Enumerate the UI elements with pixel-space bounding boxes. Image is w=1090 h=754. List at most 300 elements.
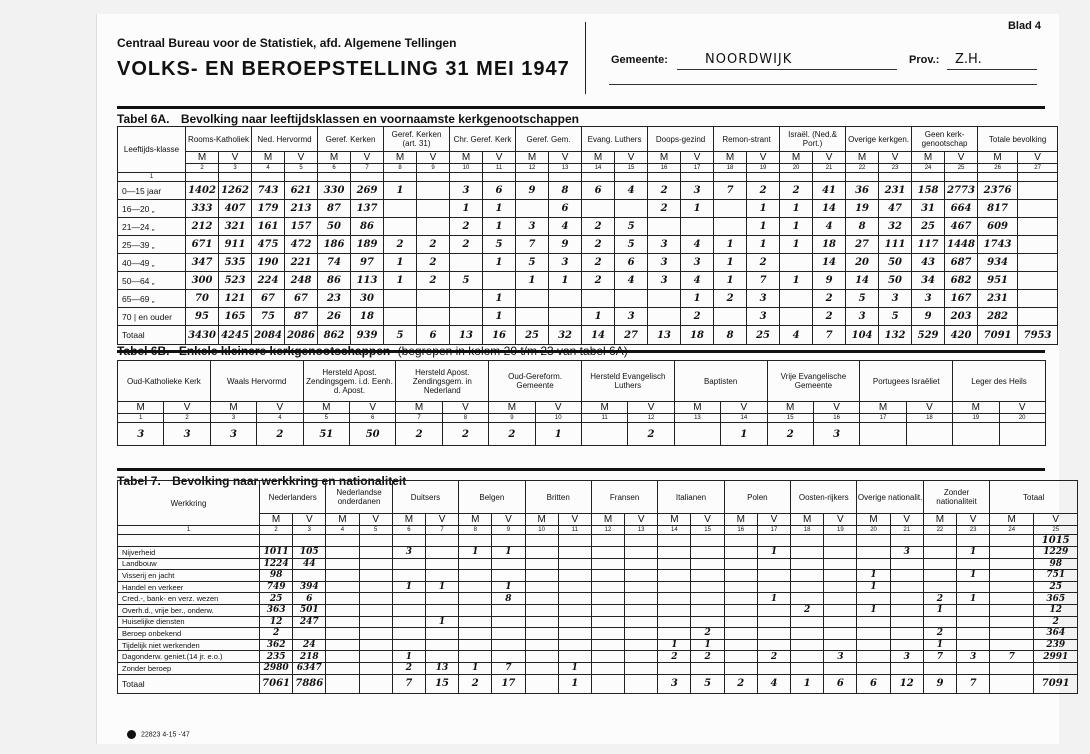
data-cell: 30 xyxy=(351,290,384,308)
data-cell xyxy=(658,662,691,674)
female-header: V xyxy=(442,402,488,414)
data-cell xyxy=(359,581,392,593)
column-number: 6 xyxy=(349,414,395,423)
total-cell xyxy=(359,674,392,693)
data-cell: 9 xyxy=(912,308,945,326)
t6a-group-header: Geen kerk-genootschap xyxy=(912,127,978,152)
data-cell: 3 xyxy=(824,651,857,663)
data-cell: 239 xyxy=(1034,639,1078,651)
data-cell xyxy=(824,547,857,559)
male-header: M xyxy=(978,152,1018,164)
female-header: V xyxy=(558,514,591,526)
total-cell xyxy=(990,674,1034,693)
spacer-cell xyxy=(846,173,879,182)
data-cell xyxy=(425,651,458,663)
data-cell xyxy=(260,535,293,547)
data-cell: 1 xyxy=(957,547,990,559)
column-number: 13 xyxy=(674,414,720,423)
data-cell xyxy=(658,593,691,605)
male-header: M xyxy=(724,514,757,526)
data-cell xyxy=(757,581,790,593)
data-cell: 9 xyxy=(516,182,549,200)
data-cell: 1 xyxy=(757,593,790,605)
data-cell xyxy=(658,616,691,628)
data-cell xyxy=(492,639,525,651)
data-cell: 6 xyxy=(615,254,648,272)
data-cell: 671 xyxy=(186,236,219,254)
data-cell xyxy=(990,547,1034,559)
t6b-group-header: Baptisten xyxy=(674,361,767,402)
data-cell: 911 xyxy=(219,236,252,254)
data-cell: 2 xyxy=(813,290,846,308)
data-cell xyxy=(326,628,359,640)
total-cell: 420 xyxy=(945,326,978,345)
data-cell: 7 xyxy=(990,651,1034,663)
data-cell: 3 xyxy=(648,272,681,290)
data-cell: 86 xyxy=(318,272,351,290)
data-cell: 3 xyxy=(118,423,164,446)
data-cell xyxy=(957,535,990,547)
data-cell xyxy=(724,570,757,582)
column-number: 13 xyxy=(625,526,658,535)
column-number: 7 xyxy=(351,164,384,173)
column-number: 15 xyxy=(615,164,648,173)
data-cell xyxy=(757,570,790,582)
male-header: M xyxy=(186,152,219,164)
data-cell: 87 xyxy=(318,200,351,218)
male-header: M xyxy=(857,514,890,526)
data-cell xyxy=(392,604,425,616)
data-cell: 2 xyxy=(658,651,691,663)
data-cell xyxy=(1018,308,1058,326)
data-cell: 2 xyxy=(582,218,615,236)
column-number: 8 xyxy=(442,414,488,423)
table-row xyxy=(118,290,1058,308)
spacer-cell xyxy=(450,173,483,182)
total-cell: 9 xyxy=(923,674,956,693)
column-number: 26 xyxy=(978,164,1018,173)
data-cell xyxy=(824,616,857,628)
spacer-cell xyxy=(384,173,417,182)
data-cell: 1 xyxy=(780,218,813,236)
data-cell: 687 xyxy=(945,254,978,272)
spacer-cell xyxy=(549,173,582,182)
data-cell xyxy=(674,423,720,446)
male-header: M xyxy=(252,152,285,164)
data-cell: 365 xyxy=(1034,593,1078,605)
data-cell: 2 xyxy=(442,423,488,446)
data-cell: 6347 xyxy=(293,662,326,674)
province-line xyxy=(947,69,1037,70)
table-row xyxy=(118,308,1058,326)
female-header: V xyxy=(999,402,1045,414)
male-header: M xyxy=(767,402,813,414)
data-cell: 664 xyxy=(945,200,978,218)
data-cell xyxy=(425,628,458,640)
data-cell: 1 xyxy=(681,200,714,218)
data-cell xyxy=(326,593,359,605)
data-cell: 25 xyxy=(912,218,945,236)
male-header: M xyxy=(450,152,483,164)
data-cell xyxy=(724,662,757,674)
data-cell xyxy=(425,547,458,559)
data-cell xyxy=(791,639,824,651)
data-cell xyxy=(999,423,1045,446)
data-cell xyxy=(591,662,624,674)
data-cell xyxy=(953,423,999,446)
t6b-group-header: Oud-Katholieke Kerk xyxy=(118,361,211,402)
data-cell: 50 xyxy=(879,254,912,272)
data-cell xyxy=(724,616,757,628)
data-cell: 14 xyxy=(813,254,846,272)
female-header: V xyxy=(219,152,252,164)
table-row xyxy=(118,254,1058,272)
data-cell: 2 xyxy=(691,628,724,640)
data-cell: 501 xyxy=(293,604,326,616)
total-cell: 2 xyxy=(459,674,492,693)
total-cell: 5 xyxy=(384,326,417,345)
data-cell: 1 xyxy=(492,581,525,593)
data-cell: 203 xyxy=(945,308,978,326)
data-cell: 8 xyxy=(549,182,582,200)
data-cell: 363 xyxy=(260,604,293,616)
male-header: M xyxy=(392,514,425,526)
total-label: Totaal xyxy=(118,326,186,345)
data-cell: 2 xyxy=(582,272,615,290)
data-cell xyxy=(293,535,326,547)
data-cell: 95 xyxy=(186,308,219,326)
total-cell: 7 xyxy=(392,674,425,693)
data-cell xyxy=(359,616,392,628)
total-cell: 104 xyxy=(846,326,879,345)
data-cell: 2 xyxy=(417,236,450,254)
data-cell: 111 xyxy=(879,236,912,254)
data-cell xyxy=(824,662,857,674)
data-cell: 1 xyxy=(459,662,492,674)
male-header: M xyxy=(525,514,558,526)
data-cell: 1 xyxy=(425,616,458,628)
data-cell: 1 xyxy=(425,581,458,593)
male-header: M xyxy=(459,514,492,526)
total-cell: 18 xyxy=(681,326,714,345)
data-cell: 5 xyxy=(516,254,549,272)
male-header: M xyxy=(489,402,535,414)
werkkring-label: Visserij en jacht xyxy=(118,570,260,582)
female-header: V xyxy=(417,152,450,164)
column-number: 24 xyxy=(990,526,1034,535)
spacer-cell xyxy=(186,173,219,182)
column-number: 12 xyxy=(628,414,674,423)
table-row xyxy=(118,628,1078,640)
data-cell: 26 xyxy=(318,308,351,326)
t6b-group-header: Hersteld Apost. Zendingsgem. in Nederland xyxy=(396,361,489,402)
data-cell: 2 xyxy=(628,423,674,446)
data-cell: 213 xyxy=(285,200,318,218)
data-cell xyxy=(990,616,1034,628)
column-number: 3 xyxy=(293,526,326,535)
data-cell: 5 xyxy=(615,218,648,236)
data-cell xyxy=(359,547,392,559)
data-cell: 2 xyxy=(384,236,417,254)
werkkring-label: Cred.-, bank- en verz. wezen xyxy=(118,593,260,605)
gemeente-line xyxy=(677,69,897,70)
data-cell: 6 xyxy=(293,593,326,605)
data-cell: 2 xyxy=(791,604,824,616)
data-cell: 472 xyxy=(285,236,318,254)
data-cell xyxy=(417,182,450,200)
province-label: Prov.: xyxy=(909,54,940,66)
data-cell xyxy=(581,423,627,446)
data-cell xyxy=(791,593,824,605)
data-cell xyxy=(824,558,857,570)
column-number: 9 xyxy=(489,414,535,423)
column-number: 3 xyxy=(210,414,256,423)
spacer-cell xyxy=(516,173,549,182)
data-cell xyxy=(384,218,417,236)
column-number: 25 xyxy=(1034,526,1078,535)
t6a-group-header: Geref. Kerken (art. 31) xyxy=(384,127,450,152)
data-cell xyxy=(525,558,558,570)
data-cell: 18 xyxy=(813,236,846,254)
data-cell: 2 xyxy=(648,200,681,218)
data-cell xyxy=(857,547,890,559)
data-cell: 186 xyxy=(318,236,351,254)
column-number: 18 xyxy=(714,164,747,173)
data-cell xyxy=(558,547,591,559)
data-cell xyxy=(990,593,1034,605)
data-cell xyxy=(459,639,492,651)
t6b-group-header: Hersteld Apost. Zendingsgem. i.d. Eenh. d. Apost. xyxy=(303,361,396,402)
data-cell: 3 xyxy=(747,308,780,326)
total-cell: 13 xyxy=(648,326,681,345)
column-number: 20 xyxy=(857,526,890,535)
data-cell: 231 xyxy=(879,182,912,200)
table-7-title: Bevolking naar werkkring en nationaliteit xyxy=(172,474,407,488)
data-cell xyxy=(648,218,681,236)
data-cell: 3 xyxy=(681,254,714,272)
data-cell xyxy=(425,570,458,582)
data-cell: 3 xyxy=(648,236,681,254)
data-cell: 4 xyxy=(549,218,582,236)
column-number: 18 xyxy=(791,526,824,535)
data-cell xyxy=(425,593,458,605)
column-number: 9 xyxy=(492,526,525,535)
data-cell: 751 xyxy=(1034,570,1078,582)
footer-logo-icon xyxy=(127,730,136,739)
female-header: V xyxy=(349,402,395,414)
data-cell: 2773 xyxy=(945,182,978,200)
data-cell: 394 xyxy=(293,581,326,593)
table-row xyxy=(118,535,1078,547)
data-cell: 1 xyxy=(747,236,780,254)
total-cell: 27 xyxy=(615,326,648,345)
data-cell: 269 xyxy=(351,182,384,200)
data-cell xyxy=(459,570,492,582)
total-cell xyxy=(591,674,624,693)
data-cell xyxy=(691,604,724,616)
data-cell: 1 xyxy=(483,290,516,308)
t7-group-header: Oosten-rijkers xyxy=(791,481,857,514)
data-cell xyxy=(558,570,591,582)
data-cell: 6 xyxy=(582,182,615,200)
data-cell xyxy=(791,547,824,559)
total-cell: 7091 xyxy=(1034,674,1078,693)
data-cell xyxy=(857,616,890,628)
data-cell xyxy=(425,604,458,616)
data-cell: 2 xyxy=(923,628,956,640)
data-cell xyxy=(691,547,724,559)
data-cell: 5 xyxy=(879,308,912,326)
data-cell: 1 xyxy=(721,423,767,446)
data-cell xyxy=(923,662,956,674)
data-cell: 1 xyxy=(658,639,691,651)
data-cell: 2376 xyxy=(978,182,1018,200)
table-6a-heading xyxy=(117,112,579,126)
data-cell xyxy=(625,662,658,674)
t6b-group-header: Oud-Gereform. Gemeente xyxy=(489,361,582,402)
data-cell xyxy=(957,558,990,570)
data-cell xyxy=(293,628,326,640)
data-cell xyxy=(492,535,525,547)
column-number: 1 xyxy=(118,414,164,423)
column-number: 5 xyxy=(285,164,318,173)
column-number: 17 xyxy=(757,526,790,535)
data-cell: 5 xyxy=(846,290,879,308)
female-header: V xyxy=(483,152,516,164)
data-cell: 1 xyxy=(747,218,780,236)
data-cell xyxy=(923,581,956,593)
table-row xyxy=(118,272,1058,290)
data-cell: 1 xyxy=(714,254,747,272)
data-cell xyxy=(824,535,857,547)
data-cell xyxy=(658,581,691,593)
data-cell xyxy=(1018,236,1058,254)
data-cell: 19 xyxy=(846,200,879,218)
column-number: 2 xyxy=(186,164,219,173)
age-class-label: 50—64 „ xyxy=(118,272,186,290)
total-cell: 4 xyxy=(757,674,790,693)
t6a-group-header: Doops-gezind xyxy=(648,127,714,152)
data-cell xyxy=(791,628,824,640)
data-cell: 1 xyxy=(483,218,516,236)
data-cell: 1 xyxy=(483,200,516,218)
column-number: 2 xyxy=(260,526,293,535)
data-cell: 4 xyxy=(615,182,648,200)
data-cell xyxy=(757,616,790,628)
data-cell: 87 xyxy=(285,308,318,326)
data-cell: 2 xyxy=(747,254,780,272)
data-cell: 3 xyxy=(392,547,425,559)
data-cell xyxy=(558,593,591,605)
data-cell xyxy=(625,651,658,663)
male-header: M xyxy=(658,514,691,526)
data-cell xyxy=(780,308,813,326)
data-cell xyxy=(791,581,824,593)
data-cell: 1 xyxy=(780,236,813,254)
data-cell: 1 xyxy=(681,290,714,308)
sheet-number: Blad 4 xyxy=(1007,20,1041,32)
data-cell: 3 xyxy=(450,182,483,200)
t6b-group-header: Hersteld Evangelisch Luthers xyxy=(581,361,674,402)
data-cell xyxy=(658,570,691,582)
female-header: V xyxy=(615,152,648,164)
data-cell: 1 xyxy=(857,570,890,582)
data-cell: 5 xyxy=(450,272,483,290)
werkkring-label: Dagonderw. geniet.(14 jr. e.o.) xyxy=(118,651,260,663)
data-cell xyxy=(459,616,492,628)
data-cell xyxy=(392,639,425,651)
data-cell: 1 xyxy=(492,547,525,559)
column-number: 15 xyxy=(767,414,813,423)
total-cell: 7 xyxy=(813,326,846,345)
t6b-group-header: Waals Hervormd xyxy=(210,361,303,402)
column-number: 5 xyxy=(359,526,392,535)
data-cell: 1 xyxy=(483,308,516,326)
column-number: 4 xyxy=(257,414,303,423)
data-cell: 50 xyxy=(318,218,351,236)
data-cell: 1 xyxy=(757,547,790,559)
werkkring-label: Nijverheid xyxy=(118,547,260,559)
column-number: 8 xyxy=(384,164,417,173)
female-header: V xyxy=(1034,514,1078,526)
table-7-rule xyxy=(117,468,1045,471)
age-class-label: 21—24 „ xyxy=(118,218,186,236)
data-cell: 3 xyxy=(549,254,582,272)
data-cell xyxy=(625,604,658,616)
column-number: 22 xyxy=(923,526,956,535)
table-6b-heading xyxy=(117,344,628,358)
data-cell xyxy=(724,639,757,651)
data-cell xyxy=(857,662,890,674)
data-cell xyxy=(591,604,624,616)
data-cell: 1015 xyxy=(1034,535,1078,547)
data-cell xyxy=(293,570,326,582)
table-6a-title: Bevolking naar leeftijdsklassen en voornaamste kerkgenootschappen xyxy=(180,112,579,126)
female-header: V xyxy=(425,514,458,526)
data-cell: 75 xyxy=(252,308,285,326)
data-cell xyxy=(957,581,990,593)
t7-group-header: Zonder nationaliteit xyxy=(923,481,989,514)
data-cell: 189 xyxy=(351,236,384,254)
data-cell xyxy=(525,570,558,582)
data-cell xyxy=(890,604,923,616)
total-cell: 4 xyxy=(780,326,813,345)
data-cell xyxy=(492,604,525,616)
total-cell: 16 xyxy=(483,326,516,345)
data-cell: 1 xyxy=(857,581,890,593)
t6a-group-header: Totale bevolking xyxy=(978,127,1058,152)
data-cell: 247 xyxy=(293,616,326,628)
werkkring-label: Tijdelijk niet werkenden xyxy=(118,639,260,651)
data-cell: 609 xyxy=(978,218,1018,236)
data-cell: 3 xyxy=(747,290,780,308)
data-cell: 51 xyxy=(303,423,349,446)
data-cell: 2 xyxy=(780,182,813,200)
female-header: V xyxy=(721,402,767,414)
data-cell: 330 xyxy=(318,182,351,200)
data-cell: 70 xyxy=(186,290,219,308)
data-cell xyxy=(824,628,857,640)
data-cell: 2 xyxy=(396,423,442,446)
data-cell xyxy=(459,651,492,663)
data-cell xyxy=(525,547,558,559)
data-cell xyxy=(724,547,757,559)
total-row xyxy=(118,326,1058,345)
data-cell: 6 xyxy=(483,182,516,200)
data-cell xyxy=(425,639,458,651)
spacer-cell xyxy=(747,173,780,182)
total-cell: 25 xyxy=(747,326,780,345)
